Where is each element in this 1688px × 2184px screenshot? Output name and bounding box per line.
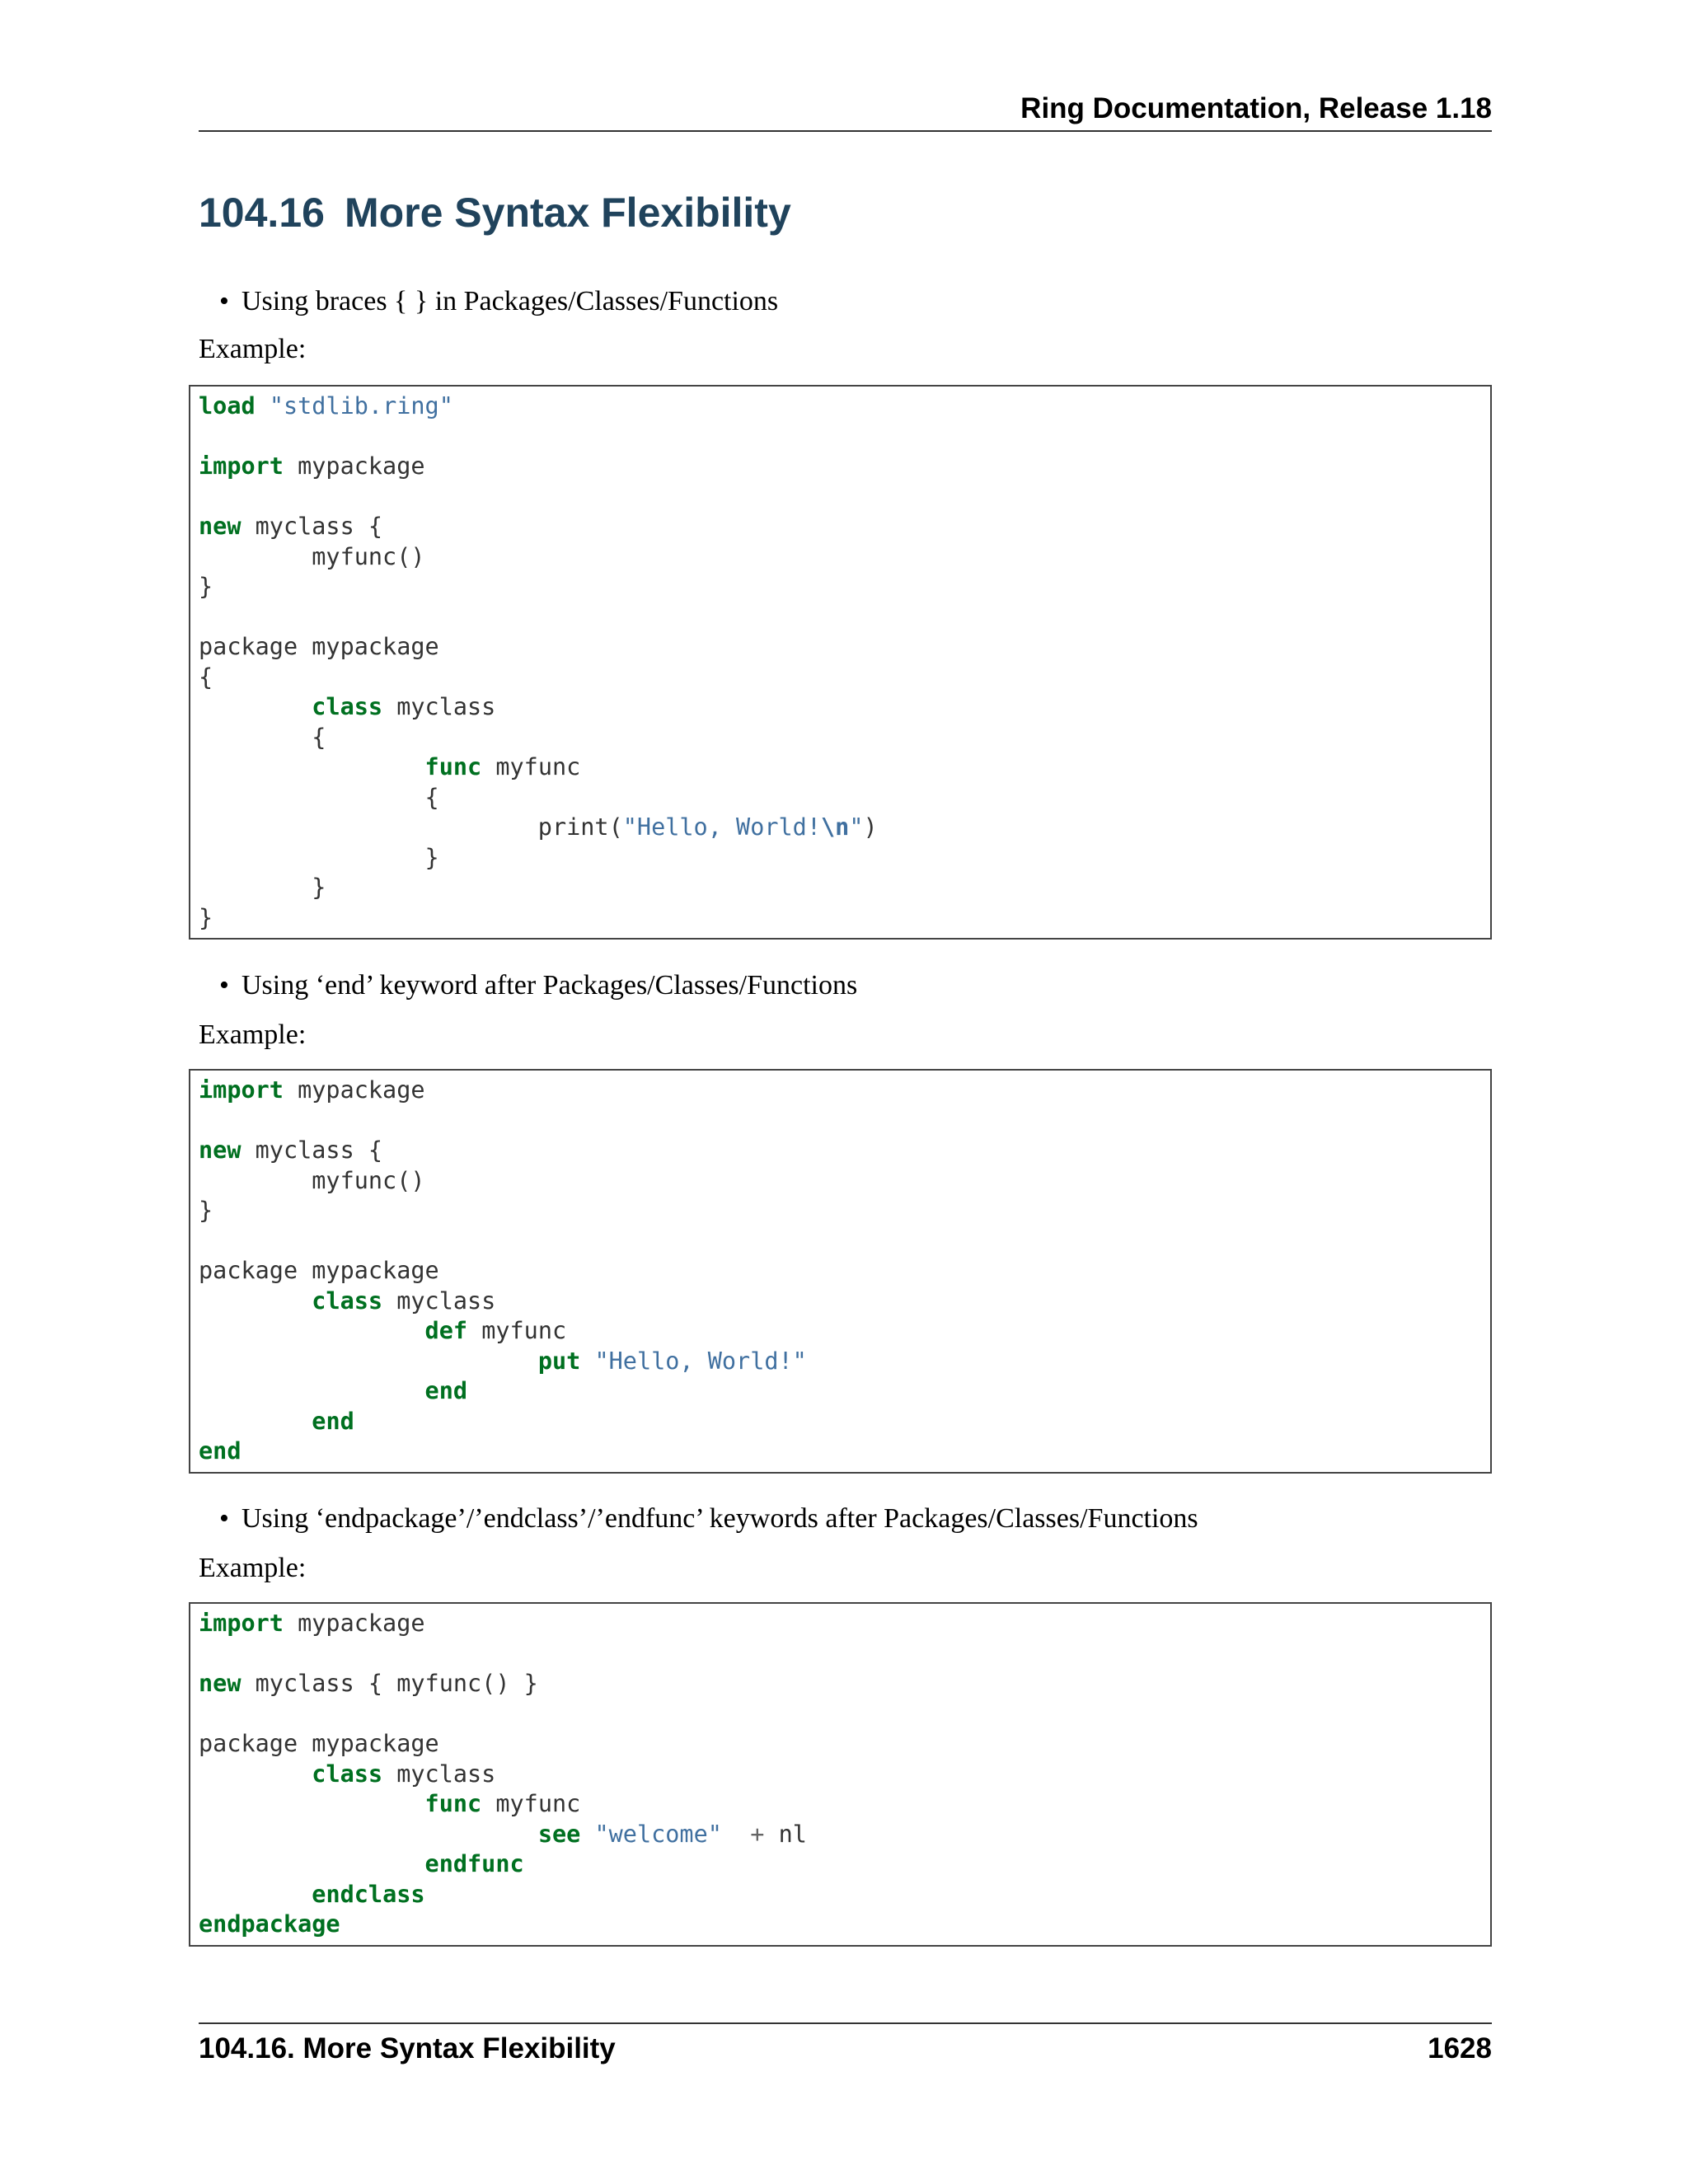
code-line: endfunc (424, 1850, 524, 1877)
code-line: class myclass (312, 1286, 496, 1315)
code-line: } (199, 573, 213, 600)
bullet-endpackage-keywords: • Using ‘endpackage’/’endclass’/’endfunc’ keywords after Packages/Classes/Functions (241, 1502, 1198, 1535)
code-line: end (199, 1437, 241, 1465)
code-line: package mypackage (199, 1730, 439, 1757)
section-heading (199, 188, 791, 237)
code-line: end (312, 1407, 354, 1435)
code-line: } (199, 903, 213, 931)
code-listing (199, 391, 1482, 933)
code-line: load "stdlib.ring" (199, 392, 453, 419)
bullet-braces: • Using braces { } in Packages/Classes/Functions (241, 285, 778, 318)
code-block-endpackage-keywords (189, 1602, 1492, 1947)
code-line: new myclass { (199, 1137, 383, 1164)
code-line: } (199, 843, 439, 871)
code-line: endpackage (199, 1910, 340, 1938)
code-listing (199, 1609, 1482, 1940)
code-line: put "Hello, World!" (537, 1347, 807, 1375)
code-line: def myfunc (424, 1317, 567, 1344)
code-line: print("Hello, World!\n") (199, 813, 878, 841)
code-line: class myclass (312, 693, 496, 720)
code-line: { (199, 663, 213, 691)
code-line: } (199, 874, 326, 901)
code-line: func myfunc (424, 1790, 581, 1817)
bullet-end-keyword: • Using ‘end’ keyword after Packages/Classes/Functions (241, 969, 857, 1002)
code-line: package mypackage (199, 1257, 439, 1284)
code-line: import mypackage (199, 1076, 425, 1104)
code-line: { (199, 783, 439, 811)
code-line: end (424, 1377, 468, 1404)
code-block-braces (189, 385, 1492, 940)
code-line: myfunc() (199, 542, 425, 570)
code-line: import mypackage (199, 1610, 425, 1637)
code-line: func myfunc (424, 753, 581, 780)
code-line: see "welcome" + nl (537, 1820, 807, 1848)
code-line: { (199, 723, 326, 751)
code-line: class myclass (312, 1760, 496, 1788)
footer-rule (199, 2022, 1492, 2024)
code-line: package mypackage (199, 633, 439, 660)
code-listing (199, 1076, 1482, 1467)
section-number: 104.16 (199, 190, 325, 236)
running-header: Ring Documentation, Release 1.18 (199, 91, 1492, 132)
code-line: endclass (312, 1880, 425, 1908)
example-label: Example: (199, 1553, 307, 1583)
code-line: new myclass { myfunc() } (199, 1670, 538, 1697)
example-label: Example: (199, 1019, 307, 1050)
code-line: import mypackage (199, 452, 425, 480)
footer-section-label: 104.16. More Syntax Flexibility (199, 2032, 616, 2064)
code-block-end-keyword (189, 1069, 1492, 1474)
code-line: } (199, 1197, 213, 1224)
page-number: 1628 (1428, 2032, 1492, 2064)
section-title-text: More Syntax Flexibility (344, 190, 791, 236)
code-line: new myclass { (199, 513, 383, 540)
example-label: Example: (199, 334, 307, 364)
code-line: myfunc() (199, 1166, 425, 1194)
